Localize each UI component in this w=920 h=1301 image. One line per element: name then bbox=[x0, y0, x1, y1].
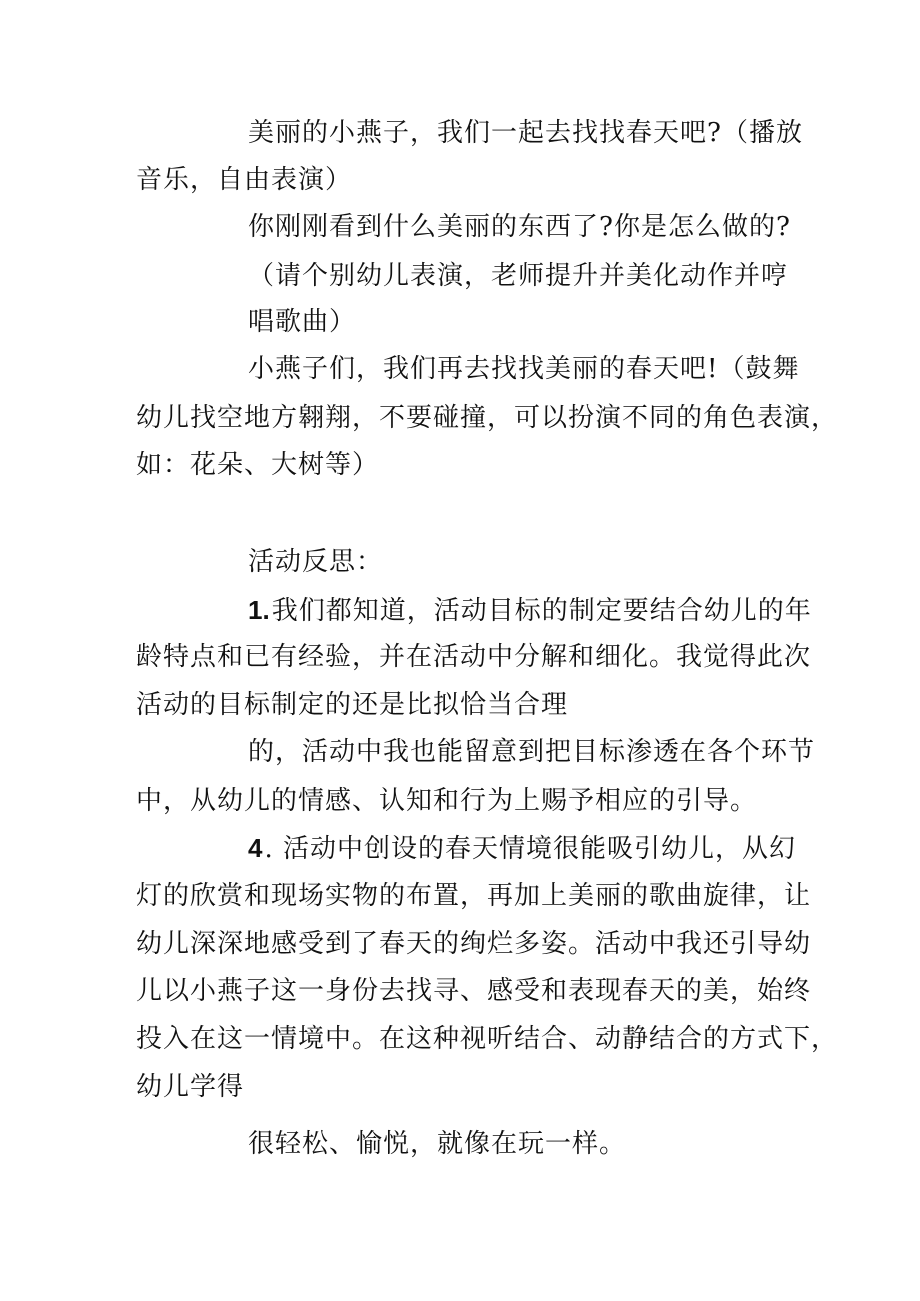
paragraph-line: 中，从幼儿的情感、认知和行为上赐予相应的引导。 bbox=[136, 786, 758, 816]
paragraph-line: 投入在这一情境中。在这种视听结合、动静结合的方式下， bbox=[136, 1024, 839, 1054]
list-number: 4 bbox=[248, 833, 263, 863]
paragraph-line: 小燕子们，我们再去找找美丽的春天吧!（鼓舞 bbox=[248, 354, 800, 384]
paragraph-line: 音乐，自由表演） bbox=[136, 165, 353, 195]
paragraph-line: 儿以小燕子这一身份去找寻、感受和表现春天的美，始终 bbox=[136, 976, 812, 1006]
paragraph-line: 幼儿深深地感受到了春天的绚烂多姿。活动中我还引导幼 bbox=[136, 929, 812, 959]
paragraph-text: 我们都知道，活动目标的制定要结合幼儿的年 bbox=[271, 596, 812, 626]
paragraph-line bbox=[248, 831, 796, 866]
paragraph-line: 如：花朵、大树等） bbox=[136, 450, 380, 480]
paragraph-line: 幼儿找空地方翱翔，不要碰撞，可以扮演不同的角色表演， bbox=[136, 403, 839, 433]
paragraph-line: 活动的目标制定的还是比拟恰当合理 bbox=[136, 690, 569, 720]
paragraph-line: 你刚刚看到什么美丽的东西了?你是怎么做的? bbox=[248, 212, 791, 242]
paragraph-line: 很轻松、愉悦，就像在玩一样。 bbox=[248, 1129, 627, 1159]
paragraph-line: 龄特点和已有经验，并在活动中分解和细化。我觉得此次 bbox=[136, 642, 812, 672]
paragraph-line bbox=[248, 593, 812, 628]
list-number: 1. bbox=[248, 595, 270, 625]
paragraph-line: 唱歌曲） bbox=[248, 307, 357, 337]
paragraph-line: 灯的欣赏和现场实物的布置，再加上美丽的歌曲旋律，让 bbox=[136, 881, 812, 911]
paragraph-line: 幼儿学得 bbox=[136, 1072, 245, 1102]
paragraph-line: （请个别幼儿表演，老师提升并美化动作并哼 bbox=[248, 261, 789, 291]
paragraph-line: 的，活动中我也能留意到把目标渗透在各个环节 bbox=[248, 737, 816, 767]
paragraph-text: . 活动中创设的春天情境很能吸引幼儿，从幻 bbox=[264, 834, 796, 864]
paragraph-line: 美丽的小燕子，我们一起去找找春天吧?（播放 bbox=[248, 118, 803, 148]
section-heading: 活动反思： bbox=[248, 547, 384, 577]
